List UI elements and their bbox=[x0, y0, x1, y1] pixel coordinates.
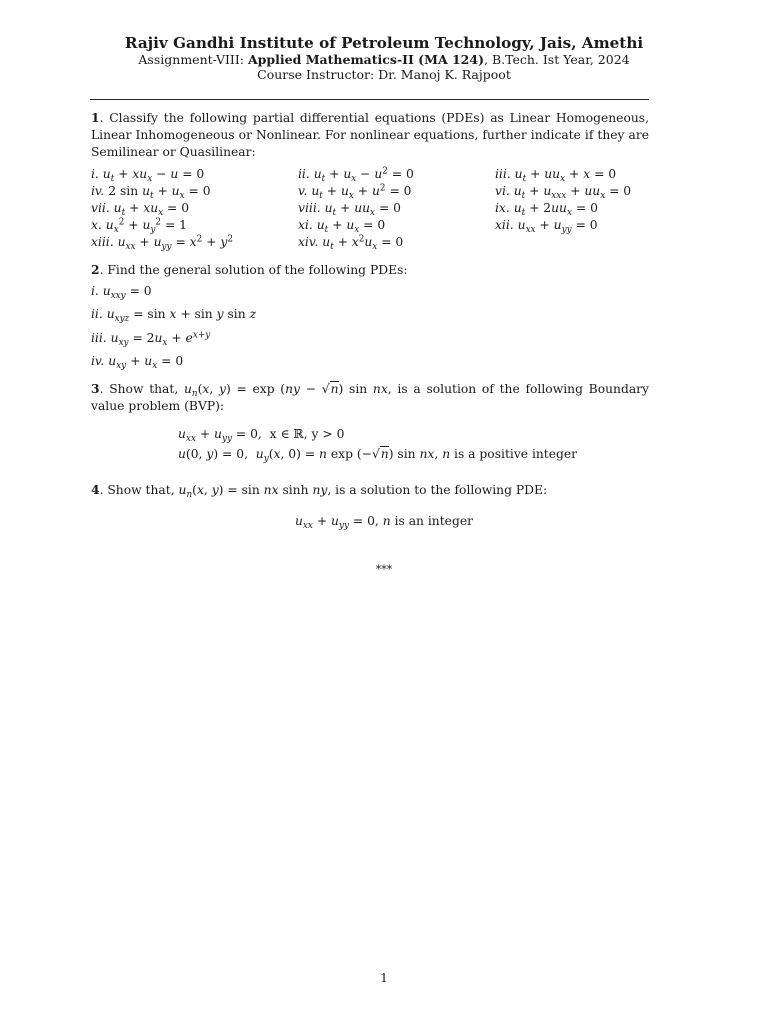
pde-numeral: iv. bbox=[91, 184, 105, 198]
pde-numeral: vi. bbox=[495, 184, 510, 198]
question-4-text-after: , is a solution to the following PDE: bbox=[327, 483, 548, 497]
pde-numeral: iv. bbox=[91, 354, 105, 368]
end-mark: *** bbox=[375, 563, 393, 576]
course-title: Applied Mathematics-II (MA 124) bbox=[247, 52, 484, 67]
question-2-text: . Find the general solution of the following PDEs: bbox=[99, 263, 408, 277]
pde-item: iii. $u_{xy} = 2u_x + e^{x+y}$ bbox=[91, 330, 211, 348]
question-1-text: . Classify the following partial differential equations (PDEs) as Linear Homogeneous, Linear Inhomogeneous or Nonlinear. For nonlinear equations, further indicate if they are Semilinear or Quasilinear: bbox=[91, 111, 649, 159]
pde-item: xii. $u_{xx} + u_{yy} = 0$ bbox=[495, 218, 598, 235]
assignment-suffix: , B.Tech. Ist Year, 2024 bbox=[484, 52, 630, 67]
bvp-domain: x ∈ ℝ, y > 0 bbox=[269, 427, 345, 441]
bvp-conditions: u(0, y) = 0, $u_y(x$, 0) = n exp (−√n) sin nx, n is a positive integer bbox=[178, 447, 578, 464]
pde-numeral: xiv. bbox=[298, 235, 319, 249]
pde-item: ix. $u_t + 2uu_x = 0$ bbox=[495, 201, 598, 218]
assignment-prefix: Assignment-VIII: bbox=[138, 52, 248, 67]
pde-numeral: viii. bbox=[298, 201, 321, 215]
pde-numeral: ii. bbox=[298, 167, 310, 181]
pde-numeral: xi. bbox=[298, 218, 313, 232]
pde-numeral: i. bbox=[91, 167, 99, 181]
question-4-text-before: . Show that, bbox=[99, 483, 179, 497]
pde-item: iii. $u_t + uu_x + x = 0$ bbox=[495, 167, 617, 184]
question-2 bbox=[91, 261, 649, 279]
pde-item: vi. $u_t + u_{xxx} + uu_x = 0$ bbox=[495, 184, 632, 201]
question-4 bbox=[91, 481, 649, 499]
integer-note: is an integer bbox=[394, 514, 473, 528]
question-3-number: 3 bbox=[91, 381, 100, 396]
pde-numeral: x. bbox=[91, 218, 102, 232]
header-divider bbox=[90, 99, 649, 100]
pde-item: xiii. $u_{xx} + u_{yy} = x^2 + y^2$ bbox=[91, 234, 233, 252]
pde-item: x. $u_x^2 + u_y^2 = 1$ bbox=[91, 217, 187, 235]
pde-numeral: ii. bbox=[91, 307, 103, 321]
institute-title: Rajiv Gandhi Institute of Petroleum Technology, Jais, Amethi bbox=[124, 34, 644, 52]
pde-item: i. $u_t + xu_x - u = 0$ bbox=[91, 167, 205, 184]
pde-numeral: vii. bbox=[91, 201, 110, 215]
pde-item: ii. $u_t + u_x - u^2 = 0$ bbox=[298, 166, 414, 184]
question-3-text-mid: , is a solution of the following Boundary value problem (BVP): bbox=[91, 382, 649, 413]
pde-numeral: i. bbox=[91, 284, 99, 298]
pde-numeral: xii. bbox=[495, 218, 514, 232]
pde-item: viii. $u_t + uu_x = 0$ bbox=[298, 201, 401, 218]
pde-item: i. $u_{xxy} = 0$ bbox=[91, 284, 152, 301]
question-3 bbox=[91, 380, 649, 415]
pde-numeral: iii. bbox=[91, 331, 107, 345]
pde-numeral: xiii. bbox=[91, 235, 114, 249]
pde-item: xiv. $u_t + x^2u_x = 0$ bbox=[298, 234, 404, 252]
assignment-line bbox=[0, 52, 768, 68]
question-1-number: 1 bbox=[91, 110, 100, 125]
bvp-positive-integer: is a positive integer bbox=[454, 447, 578, 461]
q4-solution-formula: $u_n(x$, y) = sin nx sinh ny bbox=[178, 483, 328, 500]
laplace-equation: $u_{xx} + u_{yy} = 0$, n is an integer bbox=[295, 514, 473, 531]
question-1 bbox=[91, 109, 649, 161]
question-3-text-before: . Show that, bbox=[99, 382, 184, 396]
q3-solution-formula: $u_n(x$, y) = exp (ny − √n) sin nx bbox=[183, 382, 388, 399]
pde-item: vii. $u_t + xu_x = 0$ bbox=[91, 201, 190, 218]
pde-item: iv. $u_{xy} + u_x = 0$ bbox=[91, 354, 184, 371]
bvp-equation: $u_{xx} + u_{yy} = 0$, x ∈ ℝ, y > 0 bbox=[178, 427, 345, 444]
pde-item: ii. $u_{xyz} = \sin x + \sin y$ sin z bbox=[91, 307, 257, 324]
pde-item: xi. $u_t + u_x = 0$ bbox=[298, 218, 386, 235]
pde-numeral: iii. bbox=[495, 167, 511, 181]
page-number: 1 bbox=[380, 971, 388, 985]
question-2-number: 2 bbox=[91, 262, 100, 277]
pde-item: iv. 2 $\sin u_t + u_x = 0$ bbox=[91, 184, 211, 201]
instructor-line: Course Instructor: Dr. Manoj K. Rajpoot bbox=[257, 67, 511, 82]
pde-numeral: ix. bbox=[495, 201, 510, 215]
pde-numeral: v. bbox=[298, 184, 308, 198]
pde-item: v. $u_t + u_x + u^2 = 0$ bbox=[298, 183, 412, 201]
question-4-number: 4 bbox=[91, 482, 100, 497]
